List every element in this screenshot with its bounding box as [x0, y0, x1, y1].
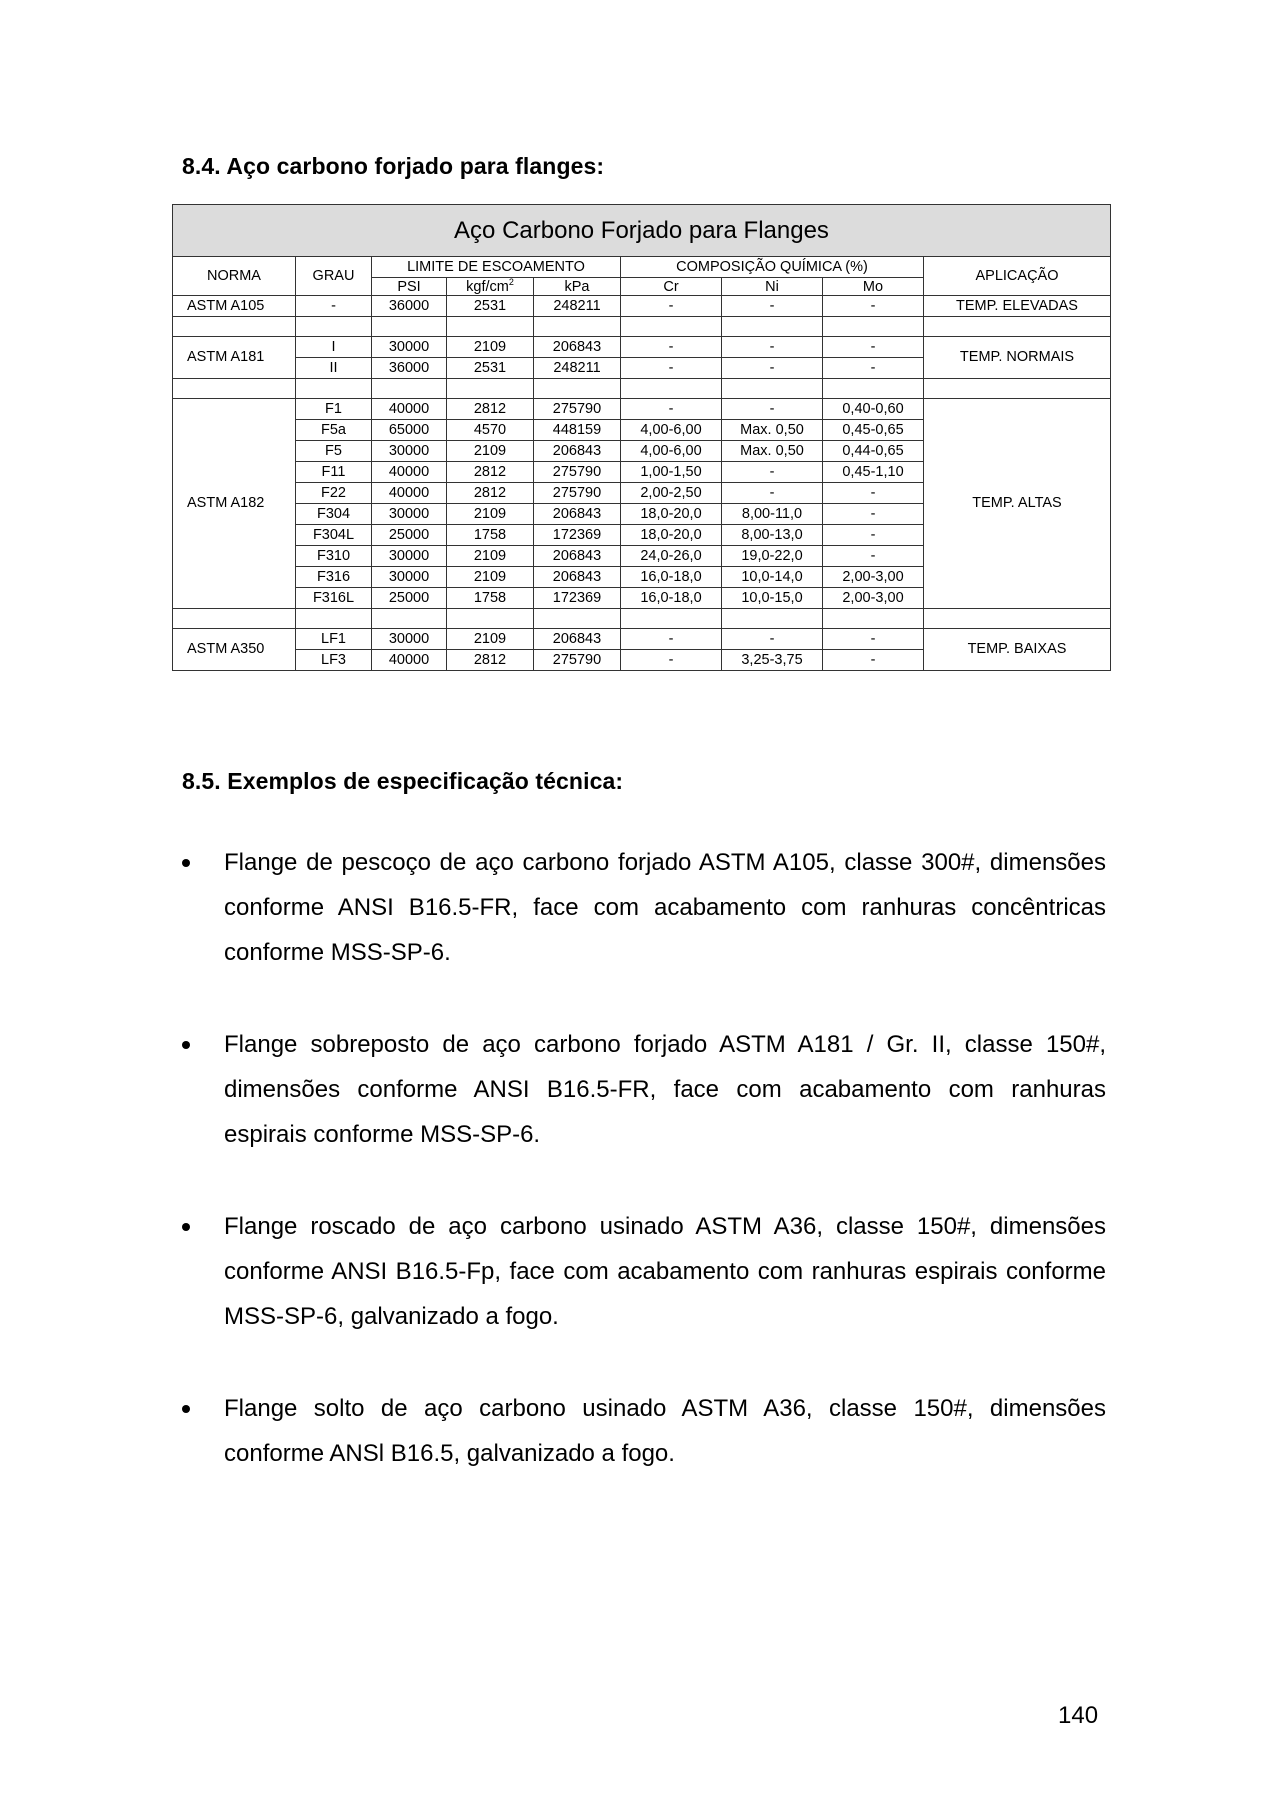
- mo-cell: 0,45-1,10: [823, 462, 924, 483]
- bullet-icon: [182, 859, 190, 867]
- kpa-cell: 172369: [534, 525, 621, 546]
- kpa-cell: 275790: [534, 650, 621, 671]
- mo-cell: -: [823, 358, 924, 379]
- psi-cell: 40000: [372, 399, 447, 420]
- col-header-aplicacao: APLICAÇÃO: [924, 257, 1111, 296]
- kgf-cell: 2812: [447, 462, 534, 483]
- grau-cell: F304L: [296, 525, 372, 546]
- kpa-cell: 206843: [534, 567, 621, 588]
- kpa-cell: 206843: [534, 504, 621, 525]
- bullet-icon: [182, 1223, 190, 1231]
- kpa-cell: 248211: [534, 296, 621, 317]
- kgf-cell: 2109: [447, 441, 534, 462]
- ni-cell: 19,0-22,0: [722, 546, 823, 567]
- spacer-cell: [621, 379, 722, 399]
- ni-cell: -: [722, 296, 823, 317]
- aplicacao-cell: TEMP. ALTAS: [924, 399, 1111, 609]
- psi-cell: 25000: [372, 525, 447, 546]
- kpa-cell: 275790: [534, 462, 621, 483]
- grau-cell: F11: [296, 462, 372, 483]
- specification-examples-list: [182, 840, 1106, 1523]
- norma-cell: ASTM A181: [173, 337, 296, 379]
- cr-cell: 4,00-6,00: [621, 441, 722, 462]
- spacer-cell: [924, 379, 1111, 399]
- list-item-text: Flange de pescoço de aço carbono forjado ASTM A105, classe 300#, dimensões conforme ANSI B16.5-FR, face com acabamento com ranhuras concêntricas conforme MSS-SP-6.: [224, 849, 1106, 966]
- kgf-cell: 2812: [447, 650, 534, 671]
- psi-cell: 30000: [372, 337, 447, 358]
- spacer-cell: [722, 379, 823, 399]
- cr-cell: 24,0-26,0: [621, 546, 722, 567]
- table-row: [173, 629, 1111, 650]
- kpa-cell: 206843: [534, 629, 621, 650]
- kgf-unit: kgf/cm: [466, 278, 509, 295]
- list-item: [182, 1204, 1106, 1339]
- cr-cell: -: [621, 337, 722, 358]
- list-item-text: Flange sobreposto de aço carbono forjado ASTM A181 / Gr. II, classe 150#, dimensões conforme ANSI B16.5-FR, face com acabamento com ranhuras espirais conforme MSS-SP-6.: [224, 1031, 1106, 1148]
- table-body: [173, 296, 1111, 671]
- col-header-limite: LIMITE DE ESCOAMENTO: [372, 257, 621, 278]
- table-row: [173, 337, 1111, 358]
- cr-cell: -: [621, 650, 722, 671]
- ni-cell: Max. 0,50: [722, 441, 823, 462]
- psi-cell: 40000: [372, 462, 447, 483]
- spacer-cell: [372, 379, 447, 399]
- mo-cell: -: [823, 546, 924, 567]
- ni-cell: -: [722, 483, 823, 504]
- ni-cell: 8,00-13,0: [722, 525, 823, 546]
- spacer-cell: [447, 379, 534, 399]
- psi-cell: 30000: [372, 546, 447, 567]
- cr-cell: 16,0-18,0: [621, 567, 722, 588]
- spacer-row: [173, 609, 1111, 629]
- kgf-cell: 2109: [447, 504, 534, 525]
- kpa-cell: 275790: [534, 483, 621, 504]
- ni-cell: -: [722, 337, 823, 358]
- kgf-cell: 2109: [447, 337, 534, 358]
- grau-cell: F310: [296, 546, 372, 567]
- col-header-cr: Cr: [621, 278, 722, 296]
- psi-cell: 30000: [372, 441, 447, 462]
- cr-cell: 18,0-20,0: [621, 504, 722, 525]
- kgf-cell: 2109: [447, 629, 534, 650]
- kgf-cell: 2812: [447, 399, 534, 420]
- aplicacao-cell: TEMP. ELEVADAS: [924, 296, 1111, 317]
- section-heading-8-5: 8.5. Exemplos de especificação técnica:: [182, 768, 624, 794]
- kgf-cell: 2109: [447, 546, 534, 567]
- psi-cell: 40000: [372, 650, 447, 671]
- psi-cell: 40000: [372, 483, 447, 504]
- list-item: [182, 1022, 1106, 1157]
- spacer-cell: [534, 317, 621, 337]
- grau-cell: LF3: [296, 650, 372, 671]
- table-row: [173, 296, 1111, 317]
- spacer-cell: [722, 317, 823, 337]
- page-number: 140: [1058, 1702, 1099, 1729]
- kpa-cell: 172369: [534, 588, 621, 609]
- list-item-text: Flange solto de aço carbono usinado ASTM A36, classe 150#, dimensões conforme ANSl B16.5, galvanizado a fogo.: [224, 1395, 1106, 1467]
- kpa-cell: 206843: [534, 337, 621, 358]
- spacer-cell: [372, 317, 447, 337]
- grau-cell: F1: [296, 399, 372, 420]
- ni-cell: 10,0-15,0: [722, 588, 823, 609]
- col-header-ni: Ni: [722, 278, 823, 296]
- kpa-cell: 206843: [534, 441, 621, 462]
- grau-cell: I: [296, 337, 372, 358]
- kpa-cell: 448159: [534, 420, 621, 441]
- spacer-cell: [173, 379, 296, 399]
- kgf-cell: 2531: [447, 296, 534, 317]
- grau-cell: F5a: [296, 420, 372, 441]
- spacer-cell: [447, 317, 534, 337]
- cr-cell: 2,00-2,50: [621, 483, 722, 504]
- cr-cell: 1,00-1,50: [621, 462, 722, 483]
- list-item-text: Flange roscado de aço carbono usinado ASTM A36, classe 150#, dimensões conforme ANSI B16.5-Fp, face com acabamento com ranhuras espirais conforme MSS-SP-6, galvanizado a fogo.: [224, 1213, 1106, 1330]
- bullet-icon: [182, 1041, 190, 1049]
- grau-cell: F316: [296, 567, 372, 588]
- ni-cell: 8,00-11,0: [722, 504, 823, 525]
- spacer-cell: [621, 317, 722, 337]
- table-title: Aço Carbono Forjado para Flanges: [173, 205, 1111, 257]
- mo-cell: 0,40-0,60: [823, 399, 924, 420]
- norma-cell: ASTM A182: [173, 399, 296, 609]
- spacer-cell: [296, 317, 372, 337]
- spacer-cell: [823, 609, 924, 629]
- kpa-cell: 275790: [534, 399, 621, 420]
- mo-cell: -: [823, 650, 924, 671]
- bullet-icon: [182, 1405, 190, 1413]
- ni-cell: -: [722, 358, 823, 379]
- grau-cell: F316L: [296, 588, 372, 609]
- ni-cell: -: [722, 629, 823, 650]
- grau-cell: -: [296, 296, 372, 317]
- psi-cell: 30000: [372, 504, 447, 525]
- cr-cell: 18,0-20,0: [621, 525, 722, 546]
- psi-cell: 36000: [372, 358, 447, 379]
- col-header-mo: Mo: [823, 278, 924, 296]
- ni-cell: -: [722, 399, 823, 420]
- kpa-cell: 248211: [534, 358, 621, 379]
- mo-cell: -: [823, 483, 924, 504]
- mo-cell: -: [823, 337, 924, 358]
- kgf-cell: 2109: [447, 567, 534, 588]
- aplicacao-cell: TEMP. BAIXAS: [924, 629, 1111, 671]
- psi-cell: 65000: [372, 420, 447, 441]
- col-header-kpa: kPa: [534, 278, 621, 296]
- spacer-cell: [924, 317, 1111, 337]
- flange-steel-table: [172, 204, 1111, 671]
- aplicacao-cell: TEMP. NORMAIS: [924, 337, 1111, 379]
- ni-cell: -: [722, 462, 823, 483]
- mo-cell: -: [823, 296, 924, 317]
- grau-cell: F5: [296, 441, 372, 462]
- ni-cell: 3,25-3,75: [722, 650, 823, 671]
- col-header-composicao: COMPOSIÇÃO QUÍMICA (%): [621, 257, 924, 278]
- cr-cell: 16,0-18,0: [621, 588, 722, 609]
- spacer-cell: [823, 379, 924, 399]
- spacer-cell: [296, 379, 372, 399]
- cr-cell: -: [621, 358, 722, 379]
- mo-cell: 0,45-0,65: [823, 420, 924, 441]
- kgf-cell: 2531: [447, 358, 534, 379]
- spacer-cell: [534, 379, 621, 399]
- spacer-cell: [447, 609, 534, 629]
- mo-cell: -: [823, 525, 924, 546]
- spacer-cell: [173, 609, 296, 629]
- grau-cell: F22: [296, 483, 372, 504]
- kgf-cell: 1758: [447, 588, 534, 609]
- spacer-row: [173, 317, 1111, 337]
- spacer-cell: [534, 609, 621, 629]
- cr-cell: -: [621, 629, 722, 650]
- spacer-cell: [296, 609, 372, 629]
- spacer-cell: [924, 609, 1111, 629]
- psi-cell: 30000: [372, 629, 447, 650]
- spacer-cell: [372, 609, 447, 629]
- norma-cell: ASTM A350: [173, 629, 296, 671]
- spacer-row: [173, 379, 1111, 399]
- cr-cell: -: [621, 296, 722, 317]
- kgf-cell: 2812: [447, 483, 534, 504]
- ni-cell: Max. 0,50: [722, 420, 823, 441]
- mo-cell: 2,00-3,00: [823, 567, 924, 588]
- kpa-cell: 206843: [534, 546, 621, 567]
- psi-cell: 36000: [372, 296, 447, 317]
- mo-cell: 2,00-3,00: [823, 588, 924, 609]
- spacer-cell: [722, 609, 823, 629]
- grau-cell: F304: [296, 504, 372, 525]
- cr-cell: 4,00-6,00: [621, 420, 722, 441]
- col-header-psi: PSI: [372, 278, 447, 296]
- col-header-kgf: [447, 278, 534, 296]
- mo-cell: 0,44-0,65: [823, 441, 924, 462]
- mo-cell: -: [823, 629, 924, 650]
- kgf-exponent: 2: [508, 277, 514, 287]
- psi-cell: 25000: [372, 588, 447, 609]
- kgf-cell: 4570: [447, 420, 534, 441]
- grau-cell: II: [296, 358, 372, 379]
- col-header-norma: NORMA: [173, 257, 296, 296]
- ni-cell: 10,0-14,0: [722, 567, 823, 588]
- mo-cell: -: [823, 504, 924, 525]
- table-row: [173, 399, 1111, 420]
- spacer-cell: [823, 317, 924, 337]
- kgf-cell: 1758: [447, 525, 534, 546]
- psi-cell: 30000: [372, 567, 447, 588]
- col-header-grau: GRAU: [296, 257, 372, 296]
- norma-cell: ASTM A105: [173, 296, 296, 317]
- section-heading-8-4: 8.4. Aço carbono forjado para flanges:: [182, 153, 605, 179]
- list-item: [182, 1386, 1106, 1476]
- spacer-cell: [173, 317, 296, 337]
- list-item: [182, 840, 1106, 975]
- cr-cell: -: [621, 399, 722, 420]
- grau-cell: LF1: [296, 629, 372, 650]
- spacer-cell: [621, 609, 722, 629]
